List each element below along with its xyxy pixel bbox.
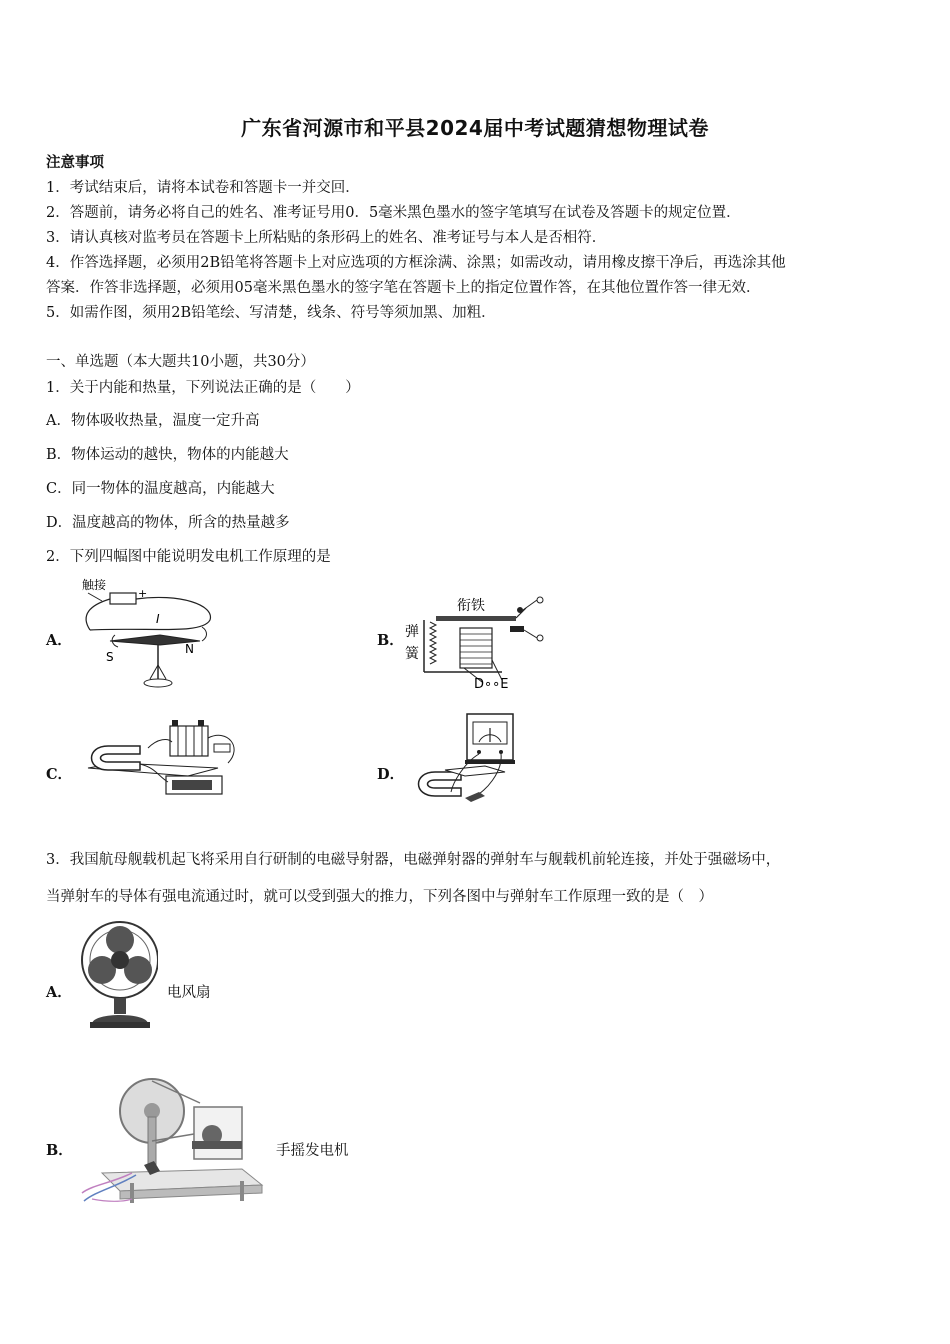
question-1-option-a: A．物体吸收热量，温度一定升高 xyxy=(46,413,260,429)
plus-label: + xyxy=(138,587,148,600)
question-2-figure-b xyxy=(402,590,552,695)
south-label: S xyxy=(106,650,114,664)
question-1-option-c: C．同一物体的温度越高，内能越大 xyxy=(46,481,275,497)
question-3-stem-line1: 3．我国航母舰载机起飞将采用自行研制的电磁导射器，电磁弹射器的弹射车与舰载机前轮连接，并处于强磁场中， xyxy=(46,852,781,868)
question-3-letter-b: B． xyxy=(46,1142,73,1159)
notice-item: 3．请认真核对监考员在答题卡上所粘贴的条形码上的姓名、准考证号与本人是否相符． xyxy=(46,230,607,246)
question-2-letter-d: D． xyxy=(377,766,405,783)
electric-fan-caption: 电风扇 xyxy=(167,985,211,1001)
notice-item: 答案．作答非选择题，必须用05毫米黑色墨水的签字笔在答题卡上的指定位置作答，在其他位置作答一律无效． xyxy=(46,280,761,296)
notice-heading: 注意事项 xyxy=(46,154,104,171)
terminals-label: D∘∘E xyxy=(474,677,509,692)
electric-fan-image xyxy=(78,918,158,1036)
notice-item: 2．答题前，请务必将自己的姓名、准考证号用0．5毫米黑色墨水的签字笔填写在试卷及答题卡的规定位置． xyxy=(46,205,741,221)
question-2-figure-a xyxy=(70,575,220,693)
question-3-stem-line2: 当弹射车的导体有强电流通过时，就可以受到强大的推力，下列各图中与弹射车工作原理一致的是（ ） xyxy=(46,889,713,905)
question-2-letter-c: C． xyxy=(46,766,73,783)
armature-label: 衔铁 xyxy=(457,598,485,614)
question-1-option-b: B．物体运动的越快，物体的内能越大 xyxy=(46,447,289,463)
section-heading: 一、单选题（本大题共10小题，共30分） xyxy=(46,354,315,370)
hand-crank-generator-caption: 手摇发电机 xyxy=(276,1143,349,1159)
question-1-stem: 1．关于内能和热量，下列说法正确的是（ ） xyxy=(46,380,360,396)
notice-item: 4．作答选择题，必须用2B铅笔将答题卡上对应选项的方框涂满、涂黑；如需改动，请用橡皮擦干净后，再选涂其他 xyxy=(46,255,786,271)
hand-crank-generator-image xyxy=(72,1073,267,1213)
current-label: I xyxy=(156,612,160,626)
north-label: N xyxy=(185,642,194,656)
page-title: 广东省河源市和平县2024届中考试题猜想物理试卷 xyxy=(241,116,709,140)
notice-item: 5．如需作图，须用2B铅笔绘、写清楚，线条、符号等须加黑、加粗． xyxy=(46,305,496,321)
touch-label: 触接 xyxy=(82,578,107,592)
notice-item: 1．考试结束后，请将本试卷和答题卡一并交回． xyxy=(46,180,360,196)
spring-label-bottom: 簧 xyxy=(405,646,419,662)
question-3-letter-a: A． xyxy=(46,984,72,1001)
question-2-figure-c xyxy=(68,718,243,810)
question-2-figure-d xyxy=(405,712,520,812)
spring-label-top: 弹 xyxy=(405,624,419,640)
question-2-letter-b: B． xyxy=(377,632,404,649)
question-1-option-d: D．温度越高的物体，所含的热量越多 xyxy=(46,515,290,531)
question-2-letter-a: A． xyxy=(46,632,72,649)
question-2-stem: 2．下列四幅图中能说明发电机工作原理的是 xyxy=(46,549,331,565)
